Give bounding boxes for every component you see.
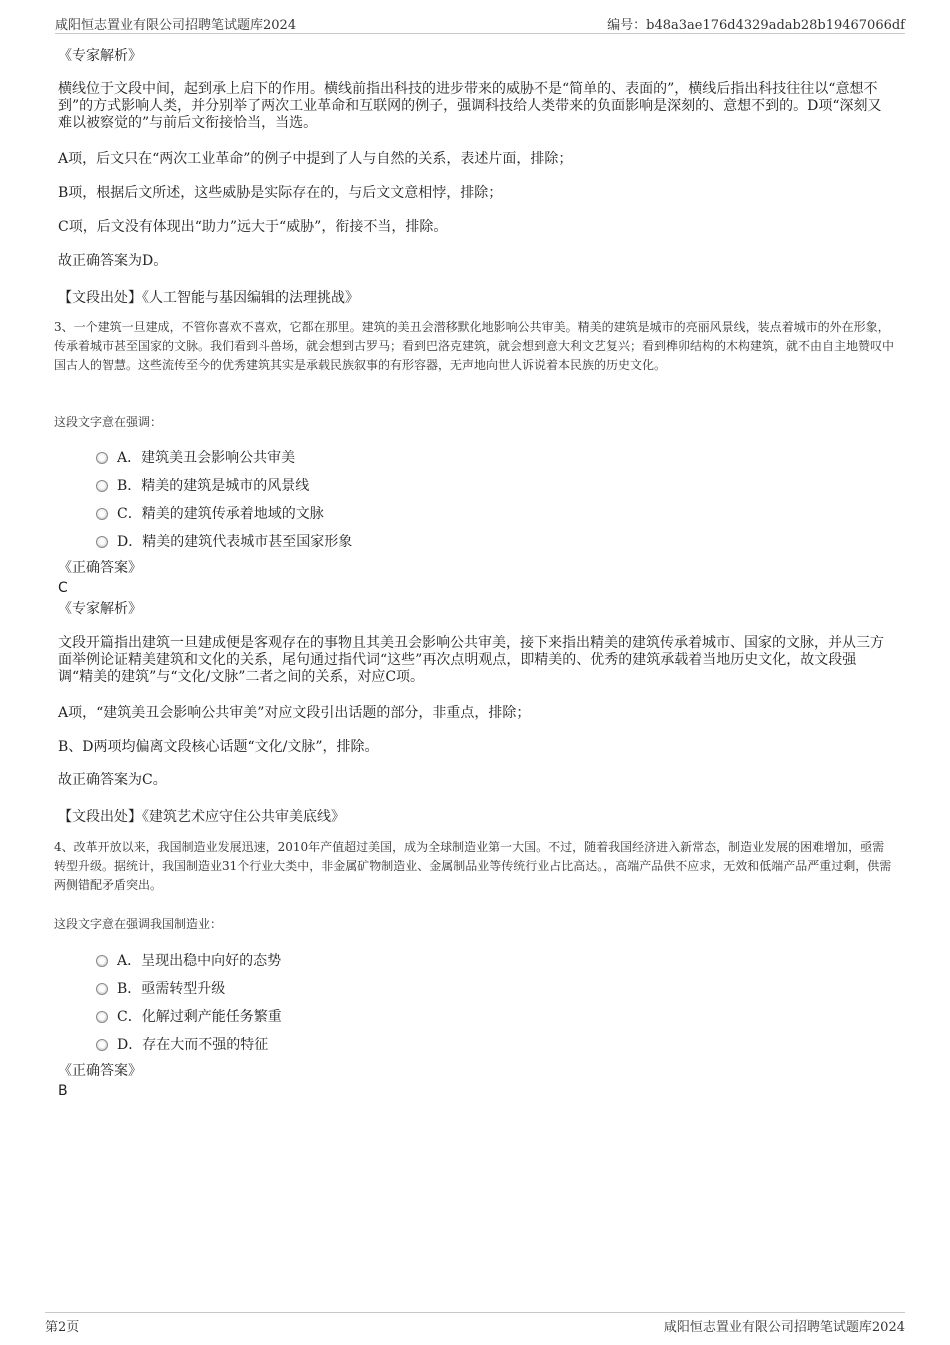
q3-analysis-label: 《专家解析》 <box>58 601 142 617</box>
radio-button-icon[interactable] <box>96 1011 108 1023</box>
header-document-code: 编号：b48a3ae176d4329adab28b19467066df <box>607 18 905 33</box>
q4-option-a-label: A．呈现出稳中向好的态势 <box>117 953 282 969</box>
page-header <box>55 14 905 34</box>
q2-analysis-text: 横线位于文段中间，起到承上启下的作用。横线前指出科技的进步带来的威胁不是“简单的、表面的”，横线后指出科技往往以“意想不到”的方式影响人类，并分别举了两次工业革命和互联网的例子，强调科技给人类带来的负面影响是深刻的、意想不到的。D项“深刻又难以被察觉的”与前后文衔接恰当，当选。 <box>58 81 882 131</box>
q3-option-d-label: D．精美的建筑代表城市甚至国家形象 <box>117 534 353 550</box>
radio-button-icon[interactable] <box>96 955 108 967</box>
q3-answer-label: 《正确答案》 <box>58 560 142 576</box>
radio-button-icon[interactable] <box>96 536 108 548</box>
q3-option-b-label: B．精美的建筑是城市的风景线 <box>117 478 310 494</box>
q2-option-b-note: B项，根据后文所述，这些威胁是实际存在的，与后文文意相悖，排除； <box>58 185 503 201</box>
q3-answer: C <box>58 580 68 596</box>
radio-button-icon[interactable] <box>96 508 108 520</box>
q3-question-text: 3、一个建筑一旦建成，不管你喜欢不喜欢，它都在那里。建筑的美丑会潜移默化地影响公共审美。精美的建筑是城市的亮丽风景线，装点着城市的外在形象，传承着城市甚至国家的文脉。我们看到斗兽场，就会想到古罗马；看到巴洛克建筑，就会想到意大利文艺复兴；看到榫卯结构的木构建筑，就不由自主地赞叹中国古人的智慧。这些流传至今的优秀建筑其实是承载民族叙事的有形容器，无声地向世人诉说着本民族的历史文化。 <box>54 320 895 372</box>
q3-option-a-label: A．建筑美丑会影响公共审美 <box>117 450 296 466</box>
footer-page-number: 第2页 <box>45 1320 80 1335</box>
radio-button-icon[interactable] <box>96 1039 108 1051</box>
q4-answer-label: 《正确答案》 <box>58 1063 142 1079</box>
q3-source: 【文段出处】《建筑艺术应守住公共审美底线》 <box>58 809 345 825</box>
q4-answer: B <box>58 1083 68 1099</box>
radio-button-icon[interactable] <box>96 983 108 995</box>
q3-option-a-note: A项，“建筑美丑会影响公共审美”对应文段引出话题的部分，非重点，排除； <box>58 705 531 721</box>
q3-analysis-text: 文段开篇指出建筑一旦建成便是客观存在的事物且其美丑会影响公共审美，接下来指出精美的建筑传承着城市、国家的文脉，并从三方面举例论证精美建筑和文化的关系，尾句通过指代词“这些”再次点明观点，即精美的、优秀的建筑承载着当地历史文化，故文段强调“精美的建筑”与“文化/文脉”二者之间的关系，对应C项。 <box>58 635 884 685</box>
q2-option-c-note: C项，后文没有体现出“助力”远大于“威胁”，衔接不当，排除。 <box>58 219 448 235</box>
q4-option-c-label: C．化解过剩产能任务繁重 <box>117 1009 282 1025</box>
q3-option-c-label: C．精美的建筑传承着地域的文脉 <box>117 506 324 522</box>
q4-question-text: 4、改革开放以来，我国制造业发展迅速，2010年产值超过美国，成为全球制造业第一大国。不过，随着我国经济进入新常态，制造业发展的困难增加，亟需转型升级。据统计，我国制造业31个行业大类中，非金属矿物制造业、金属制品业等传统行业占比高达。，高端产品供不应求，无效和低端产品严重过剩，供需两侧错配矛盾突出。 <box>54 840 892 892</box>
radio-button-icon[interactable] <box>96 452 108 464</box>
q3-option-bd-note: B、D两项均偏离文段核心话题“文化/文脉”，排除。 <box>58 739 379 755</box>
header-title: 咸阳恒志置业有限公司招聘笔试题库2024 <box>55 18 297 33</box>
q2-source: 【文段出处】《人工智能与基因编辑的法理挑战》 <box>58 290 359 306</box>
q3-conclusion: 故正确答案为C。 <box>58 772 167 788</box>
radio-button-icon[interactable] <box>96 480 108 492</box>
q4-option-b-label: B．亟需转型升级 <box>117 981 226 997</box>
q2-conclusion: 故正确答案为D。 <box>58 253 168 269</box>
q3-prompt: 这段文字意在强调： <box>54 415 163 429</box>
q4-prompt: 这段文字意在强调我国制造业： <box>54 917 223 931</box>
q4-option-d-label: D．存在大而不强的特征 <box>117 1037 269 1053</box>
q2-option-a-note: A项，后文只在“两次工业革命”的例子中提到了人与自然的关系，表述片面，排除； <box>58 151 573 167</box>
q2-analysis-label: 《专家解析》 <box>58 48 142 64</box>
page-footer <box>45 1312 905 1334</box>
footer-title: 咸阳恒志置业有限公司招聘笔试题库2024 <box>663 1320 905 1335</box>
